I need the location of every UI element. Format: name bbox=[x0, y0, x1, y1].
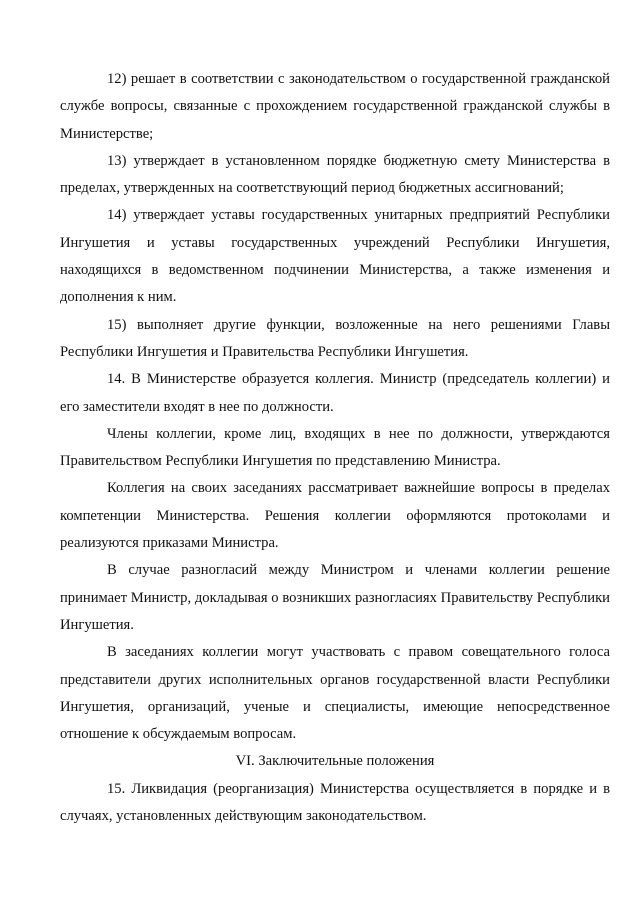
paragraph-item-13: 13) утверждает в установленном порядке бюджетную смету Министерства в пределах, утвержденных на соответствующий период бюджетных ассигнований; bbox=[60, 152, 610, 197]
paragraph-liquidation: 15. Ликвидация (реорганизация) Министерства осуществляется в порядке и в случаях, установленных действующим законодательством. bbox=[60, 780, 610, 825]
section-heading-final-provisions: VI. Заключительные положения bbox=[235, 753, 435, 770]
paragraph-collegium-disagreement: В случае разногласий между Министром и членами коллегии решение принимает Министр, докладывая о возникших разногласиях Правительству Республики Ингушетия. bbox=[60, 562, 610, 633]
document-page bbox=[60, 66, 610, 830]
paragraph-collegium-members: Члены коллегии, кроме лиц, входящих в нее по должности, утверждаются Правительством Республики Ингушетия по представлению Министра. bbox=[60, 425, 610, 470]
paragraph-item-15: 15) выполняет другие функции, возложенные на него решениями Главы Республики Ингушетия и Правительства Республики Ингушетия. bbox=[60, 316, 610, 360]
paragraph-collegium-meetings: Коллегия на своих заседаниях рассматривает важнейшие вопросы в пределах компетенции Министерства. Решения коллегии оформляются протоколами и реализуются приказами Министра. bbox=[60, 480, 610, 552]
paragraph-collegium-advisory: В заседаниях коллегии могут участвовать с правом совещательного голоса представители других исполнительных органов государственной власти Республики Ингушетия, организаций, ученые и специалисты, имеющие непосредственное отношение к обсуждаемым вопросам. bbox=[60, 644, 610, 743]
paragraph-item-14: 14) утверждает уставы государственных унитарных предприятий Республики Ингушетия и уставы государственных учреждений Республики Ингушетия, находящихся в ведомственном подчинении Министерства, а также изменения и дополнения к ним. bbox=[60, 207, 610, 306]
paragraph-item-12: 12) решает в соответствии с законодательством о государственной гражданской службе вопросы, связанные с прохождением государственной гражданской службы в Министерстве; bbox=[60, 71, 610, 142]
paragraph-collegium: 14. В Министерстве образуется коллегия. Министр (председатель коллегии) и его заместители входят в нее по должности. bbox=[60, 371, 610, 415]
